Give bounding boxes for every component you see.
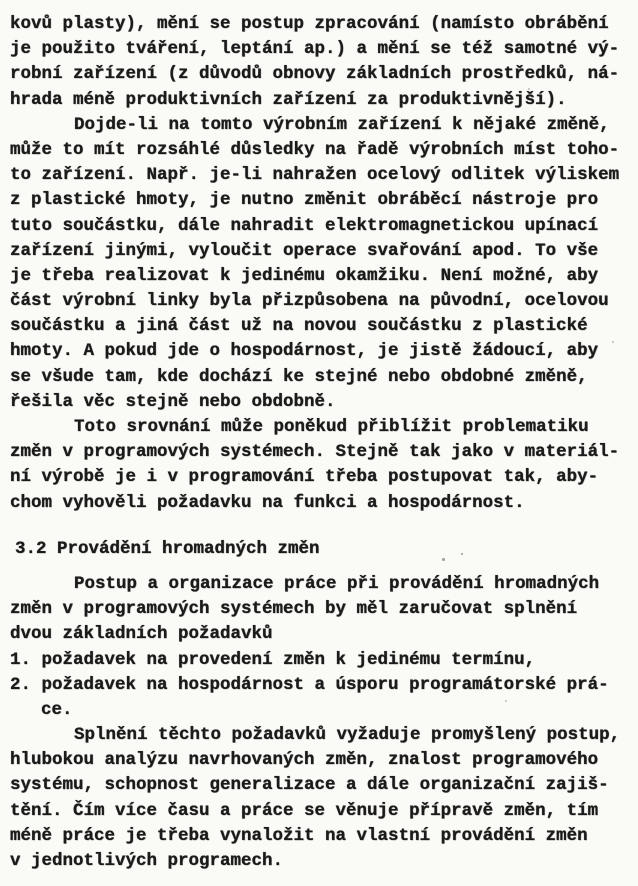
text-line: kovů plasty), mění se postup zpracování (namísto obrábění xyxy=(10,14,609,34)
text-line: část výrobní linky byla přizpůsobena na původní, ocelovou xyxy=(10,291,609,312)
text-line: Toto srovnání může poněkud přiblížit problematiku xyxy=(74,417,589,437)
text-line: může to mít rozsáhlé důsledky na řadě výrobních míst toho- xyxy=(10,139,620,160)
text-line: ce. xyxy=(41,699,73,720)
text-line: Dojde-li na tomto výrobním zařízení k nějaké změně, xyxy=(74,114,610,135)
text-line: tuto součástku, dále nahradit elektromagnetickou upínací xyxy=(10,215,599,236)
text-line: chom vyhověli požadavku na funkci a hospodárnost. xyxy=(10,492,525,513)
paragraph-3 xyxy=(10,415,632,516)
text-line: 1. požadavek na provedení změn k jedinému termínu, xyxy=(10,649,536,670)
text-line: se všude tam, kde dochází ke stejné nebo obdobné změně, xyxy=(10,366,588,387)
text-line: v jednotlivých programech. xyxy=(10,851,284,871)
text-line: 2. požadavek na hospodárnost a úsporu programátorské prá- xyxy=(10,674,609,695)
text-line: hlubokou analýzu navrhovaných změn, znalost programového xyxy=(10,750,599,771)
text-line: je třeba realizovat k jedinému okamžiku. Není možné, aby xyxy=(10,265,599,286)
document-text xyxy=(10,12,632,874)
text-line: systému, schopnost generalizace a dále organizační zajiš- xyxy=(10,775,609,796)
text-line: hrada méně produktivních zařízení za produktivnější). xyxy=(10,89,567,110)
scan-speck xyxy=(505,700,507,702)
paragraph-4 xyxy=(10,572,632,648)
text-line: zařízení jinými, vyloučit operace svařování apod. To vše xyxy=(10,240,599,261)
text-line: méně práce je třeba vynaložit na vlastní provádění změn xyxy=(10,825,588,846)
paragraph-5 xyxy=(10,723,632,874)
text-line: z plastické hmoty, je nutno změnit obráběcí nástroje pro xyxy=(10,190,599,211)
paragraph-1 xyxy=(10,12,632,113)
text-line: to zařízení. Např. je-li nahražen ocelový odlitek výliskem xyxy=(10,165,620,186)
scan-speck xyxy=(442,558,445,561)
text-line: je použito tváření, leptání ap.) a mění se též samotné vý- xyxy=(10,39,620,60)
text-line: ní výrobě je i v programování třeba postupovat tak, aby- xyxy=(10,467,599,488)
text-line: robní zařízení (z důvodů obnovy základních prostředků, ná- xyxy=(10,64,620,85)
text-line: tění. Čím více času a práce se věnuje přípravě změn, tím xyxy=(10,800,599,821)
text-line: Splnění těchto požadavků vyžaduje promyšlený postup, xyxy=(74,725,621,746)
vertical-gap xyxy=(10,516,632,537)
paragraph-2 xyxy=(10,113,632,415)
section-heading xyxy=(10,537,632,562)
text-line: změn v programových systémech by měl zaručovat splnění xyxy=(10,599,578,620)
scan-speck xyxy=(612,341,614,343)
heading-line: 3.2 Provádění hromadných změn xyxy=(15,538,320,559)
scan-speck xyxy=(238,443,240,445)
numbered-list xyxy=(10,648,632,724)
scan-speck xyxy=(528,88,530,90)
text-line: součástku a jiná část už na novou součástku z plastické xyxy=(10,316,588,337)
text-line: hmoty. A pokud jde o hospodárnost, je jistě žádoucí, aby xyxy=(10,341,599,362)
vertical-gap xyxy=(10,562,632,572)
scan-speck xyxy=(461,553,463,555)
text-line: Postup a organizace práce při provádění hromadných xyxy=(74,573,600,594)
text-line: změn v programových systémech. Stejně tak jako v materiál- xyxy=(10,442,620,463)
text-line: řešila věc stejně nebo obdobně. xyxy=(10,391,336,412)
text-line: dvou základních požadavků xyxy=(10,624,273,645)
